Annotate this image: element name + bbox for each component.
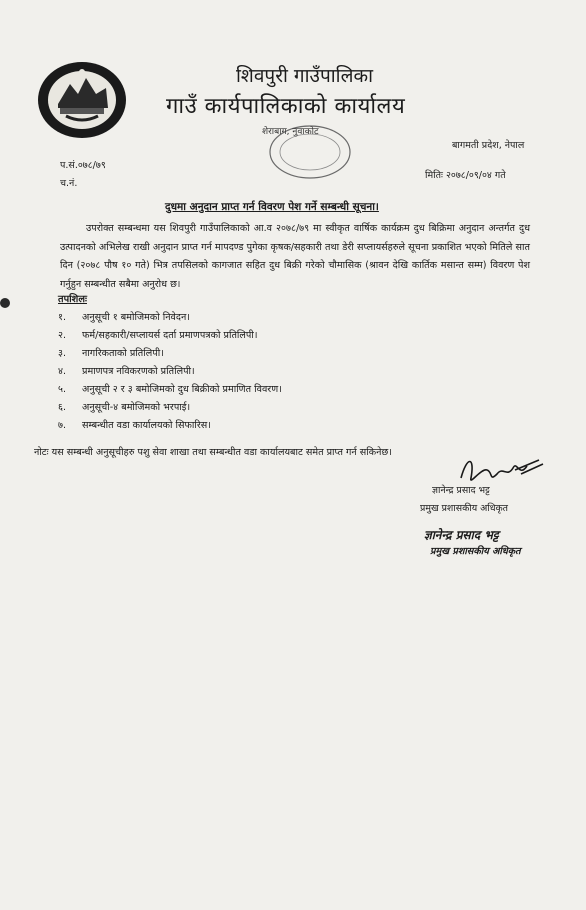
list-item-text: नागरिकताको प्रतिलिपी। — [82, 348, 164, 359]
subject-line: दुधमा अनुदान प्राप्त गर्न विवरण पेश गर्ने सम्बन्धी सूचना। — [165, 201, 379, 213]
list-item — [58, 381, 282, 399]
list-item-number: १. — [58, 312, 67, 323]
dispatch-number: च.नं. — [60, 178, 78, 189]
list-item — [58, 345, 282, 363]
reference-number: प.सं.०७८/७९ — [60, 160, 106, 171]
nepal-emblem-logo — [36, 60, 128, 140]
list-item-text: अनुसूची-४ बमोजिमको भरपाई। — [82, 402, 191, 413]
list-item-text: प्रमाणपत्र नविकरणको प्रतिलिपी। — [82, 366, 195, 377]
name-stamp: ज्ञानेन्द्र प्रसाद भट्ट — [424, 528, 499, 542]
list-item-number: ७. — [58, 420, 67, 431]
list-item-number: ५. — [58, 384, 67, 395]
title-stamp: प्रमुख प्रशासकीय अधिकृत — [430, 546, 521, 557]
list-item-number: ४. — [58, 366, 67, 377]
list-heading: तपशिलः — [58, 294, 87, 305]
province: बागमती प्रदेश, नेपाल — [452, 140, 525, 151]
list-item-text: सम्बन्धीत वडा कार्यालयको सिफारिस। — [82, 420, 211, 431]
office-name: गाउँ कार्यपालिकाको कार्यालय — [166, 94, 406, 119]
list-item-text: अनुसूची १ बमोजिमको निवेदन। — [82, 312, 190, 323]
list-item — [58, 309, 282, 327]
list-item-number: २. — [58, 330, 67, 341]
list-item — [58, 399, 282, 417]
list-item-text: अनुसूची २ र ३ बमोजिमको दुध बिक्रीको प्रमाणित विवरण। — [82, 384, 282, 395]
list-item — [58, 363, 282, 381]
body-paragraph: उपरोक्त सम्बन्धमा यस शिवपुरी गाउँपालिकाको आ.व २०७८/७९ मा स्वीकृत वार्षिक कार्यक्रम दुध बिक्रिमा अनुदान अन्तर्गत दुध उत्पादनको अभिलेख राखी अनुदान प्राप्त गर्न मापदण्ड पुगेका कृषक/सहकारी तथा डेरी सप्लायर्सहरुले सूचना प्रकाशित भएको मितिले सात दिन (२०७८ पौष १० गते) भित्र तपसिलको कागजात सहित दुध बिक्री गरेको चौमासिक (श्रावन देखि कार्तिक मसान्त सम्म) विवरण पेश गर्नुहुन सम्बन्धीत सबैमा अनुरोध छ। — [60, 223, 530, 290]
document-list — [58, 309, 282, 435]
note-text: नोटः यस सम्बन्धी अनुसूचीहरु पशु सेवा शाखा तथा सम्बन्धीत वडा कार्यालयबाट समेत प्राप्त गर्न सकिनेछ। — [34, 447, 392, 458]
letter-date: मितिः २०७८/०९/०४ गते — [425, 170, 506, 181]
office-place: शेराबाग, नुवाकोट — [262, 127, 319, 137]
list-item-number: ६. — [58, 402, 67, 413]
list-item — [58, 327, 282, 345]
list-item — [58, 417, 282, 435]
signatory-name: ज्ञानेन्द्र प्रसाद भट्ट — [432, 485, 490, 496]
list-item-text: फर्म/सहकारी/सप्लायर्स दर्ता प्रमाणपत्रको प्रतिलिपी। — [82, 330, 258, 341]
org-name: शिवपुरी गाउँपालिका — [236, 65, 373, 87]
list-item-number: ३. — [58, 348, 67, 359]
punch-hole — [0, 298, 10, 308]
signatory-title: प्रमुख प्रशासकीय अधिकृत — [420, 503, 509, 514]
